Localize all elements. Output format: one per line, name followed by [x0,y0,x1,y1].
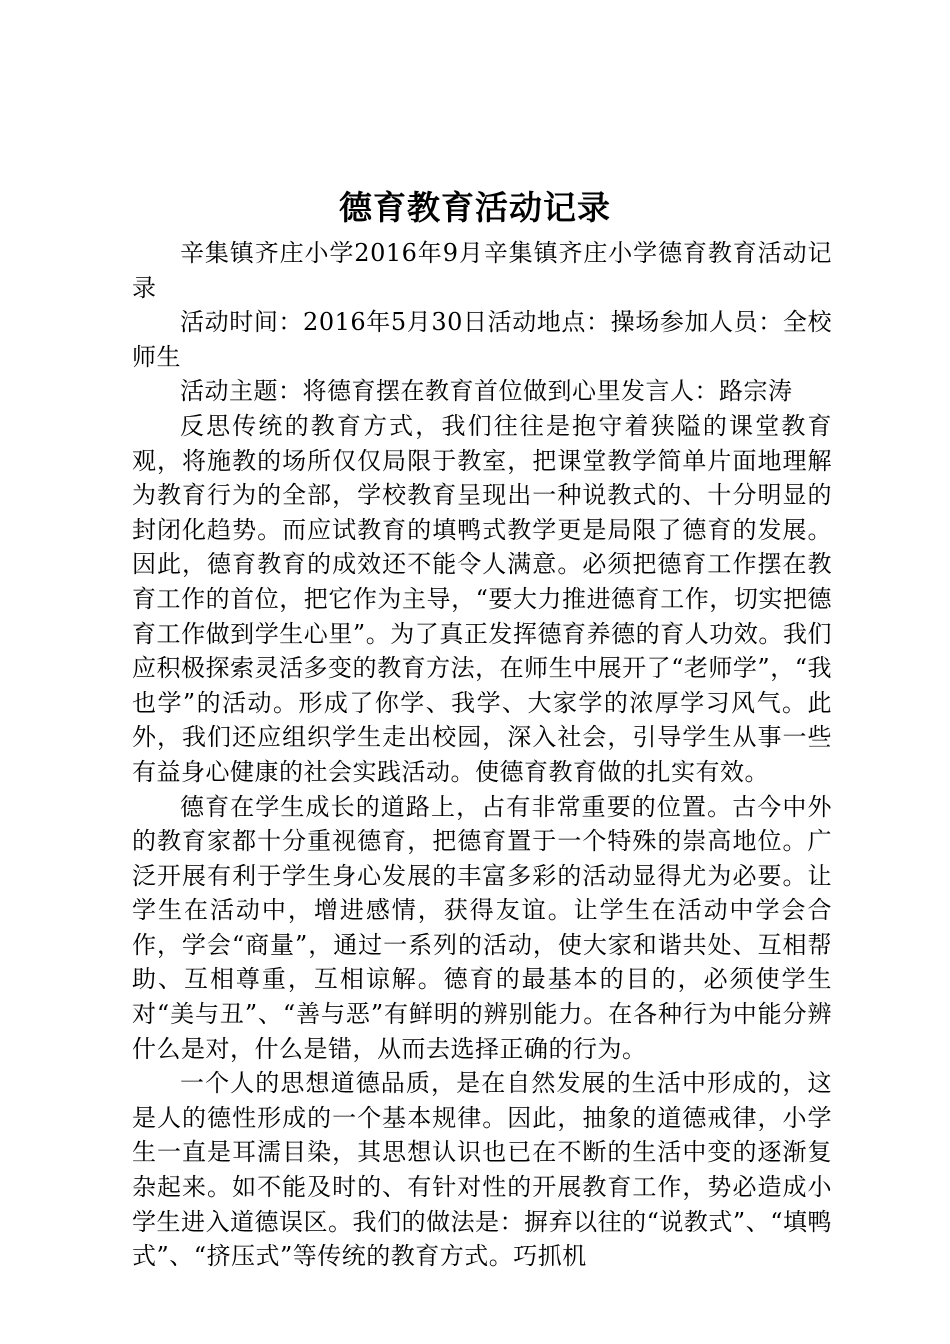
paragraph-school-date: 辛集镇齐庄小学2016年9月辛集镇齐庄小学德育教育活动记录 [132,239,832,302]
document-title: 德育教育活动记录 [339,188,611,227]
paragraph-activity-info: 活动时间：2016年5月30日活动地点：操场参加人员：全校师生 [132,308,832,371]
paragraph-reflection: 反思传统的教育方式，我们往往是抱守着狭隘的课堂教育观，将施教的场所仅仅局限于教室，把课堂教学简单片面地理解为教育行为的全部，学校教育呈现出一种说教式的、十分明显的封闭化趋势。而应试教育的填鸭式教学更是局限了德育的发展。因此，德育教育的成效还不能令人满意。必须把德育工作摆在教育工作的首位，把它作为主导，“要大力推进德育工作，切实把德育工作做到学生心里”。为了真正发挥德育养德的育人功效。我们应积极探索灵活多变的教育方法，在师生中展开了“老师学”，“我也学”的活动。形成了你学、我学、大家学的浓厚学习风气。此外，我们还应组织学生走出校园，深入社会，引导学生从事一些有益身心健康的社会实践活动。使德育教育做的扎实有效。 [132,411,832,786]
paragraph-activity-theme: 活动主题：将德育摆在教育首位做到心里发言人：路宗涛 [180,377,793,406]
paragraph-moral-formation: 一个人的思想道德品质，是在自然发展的生活中形成的，这是人的德性形成的一个基本规律。因此，抽象的道德戒律，小学生一直是耳濡目染，其思想认识也已在不断的生活中变的逐渐复杂起来。如不能及时的、有针对性的开展教育工作，势必造成小学生进入道德误区。我们的做法是：摒弃以往的“说教式”、“填鸭式”、“挤压式”等传统的教育方式。巧抓机 [132,1069,832,1271]
paragraph-moral-importance: 德育在学生成长的道路上，占有非常重要的位置。古今中外的教育家都十分重视德育，把德育置于一个特殊的崇高地位。广泛开展有利于学生身心发展的丰富多彩的活动显得尤为必要。让学生在活动中，增进感情，获得友谊。让学生在活动中学会合作，学会“商量”，通过一系列的活动，使大家和谐共处、互相帮助、互相尊重，互相谅解。德育的最基本的目的，必须使学生对“美与丑”、“善与恶”有鲜明的辨别能力。在各种行为中能分辨什么是对，什么是错，从而去选择正确的行为。 [132,792,832,1063]
document-body [132,236,832,1274]
